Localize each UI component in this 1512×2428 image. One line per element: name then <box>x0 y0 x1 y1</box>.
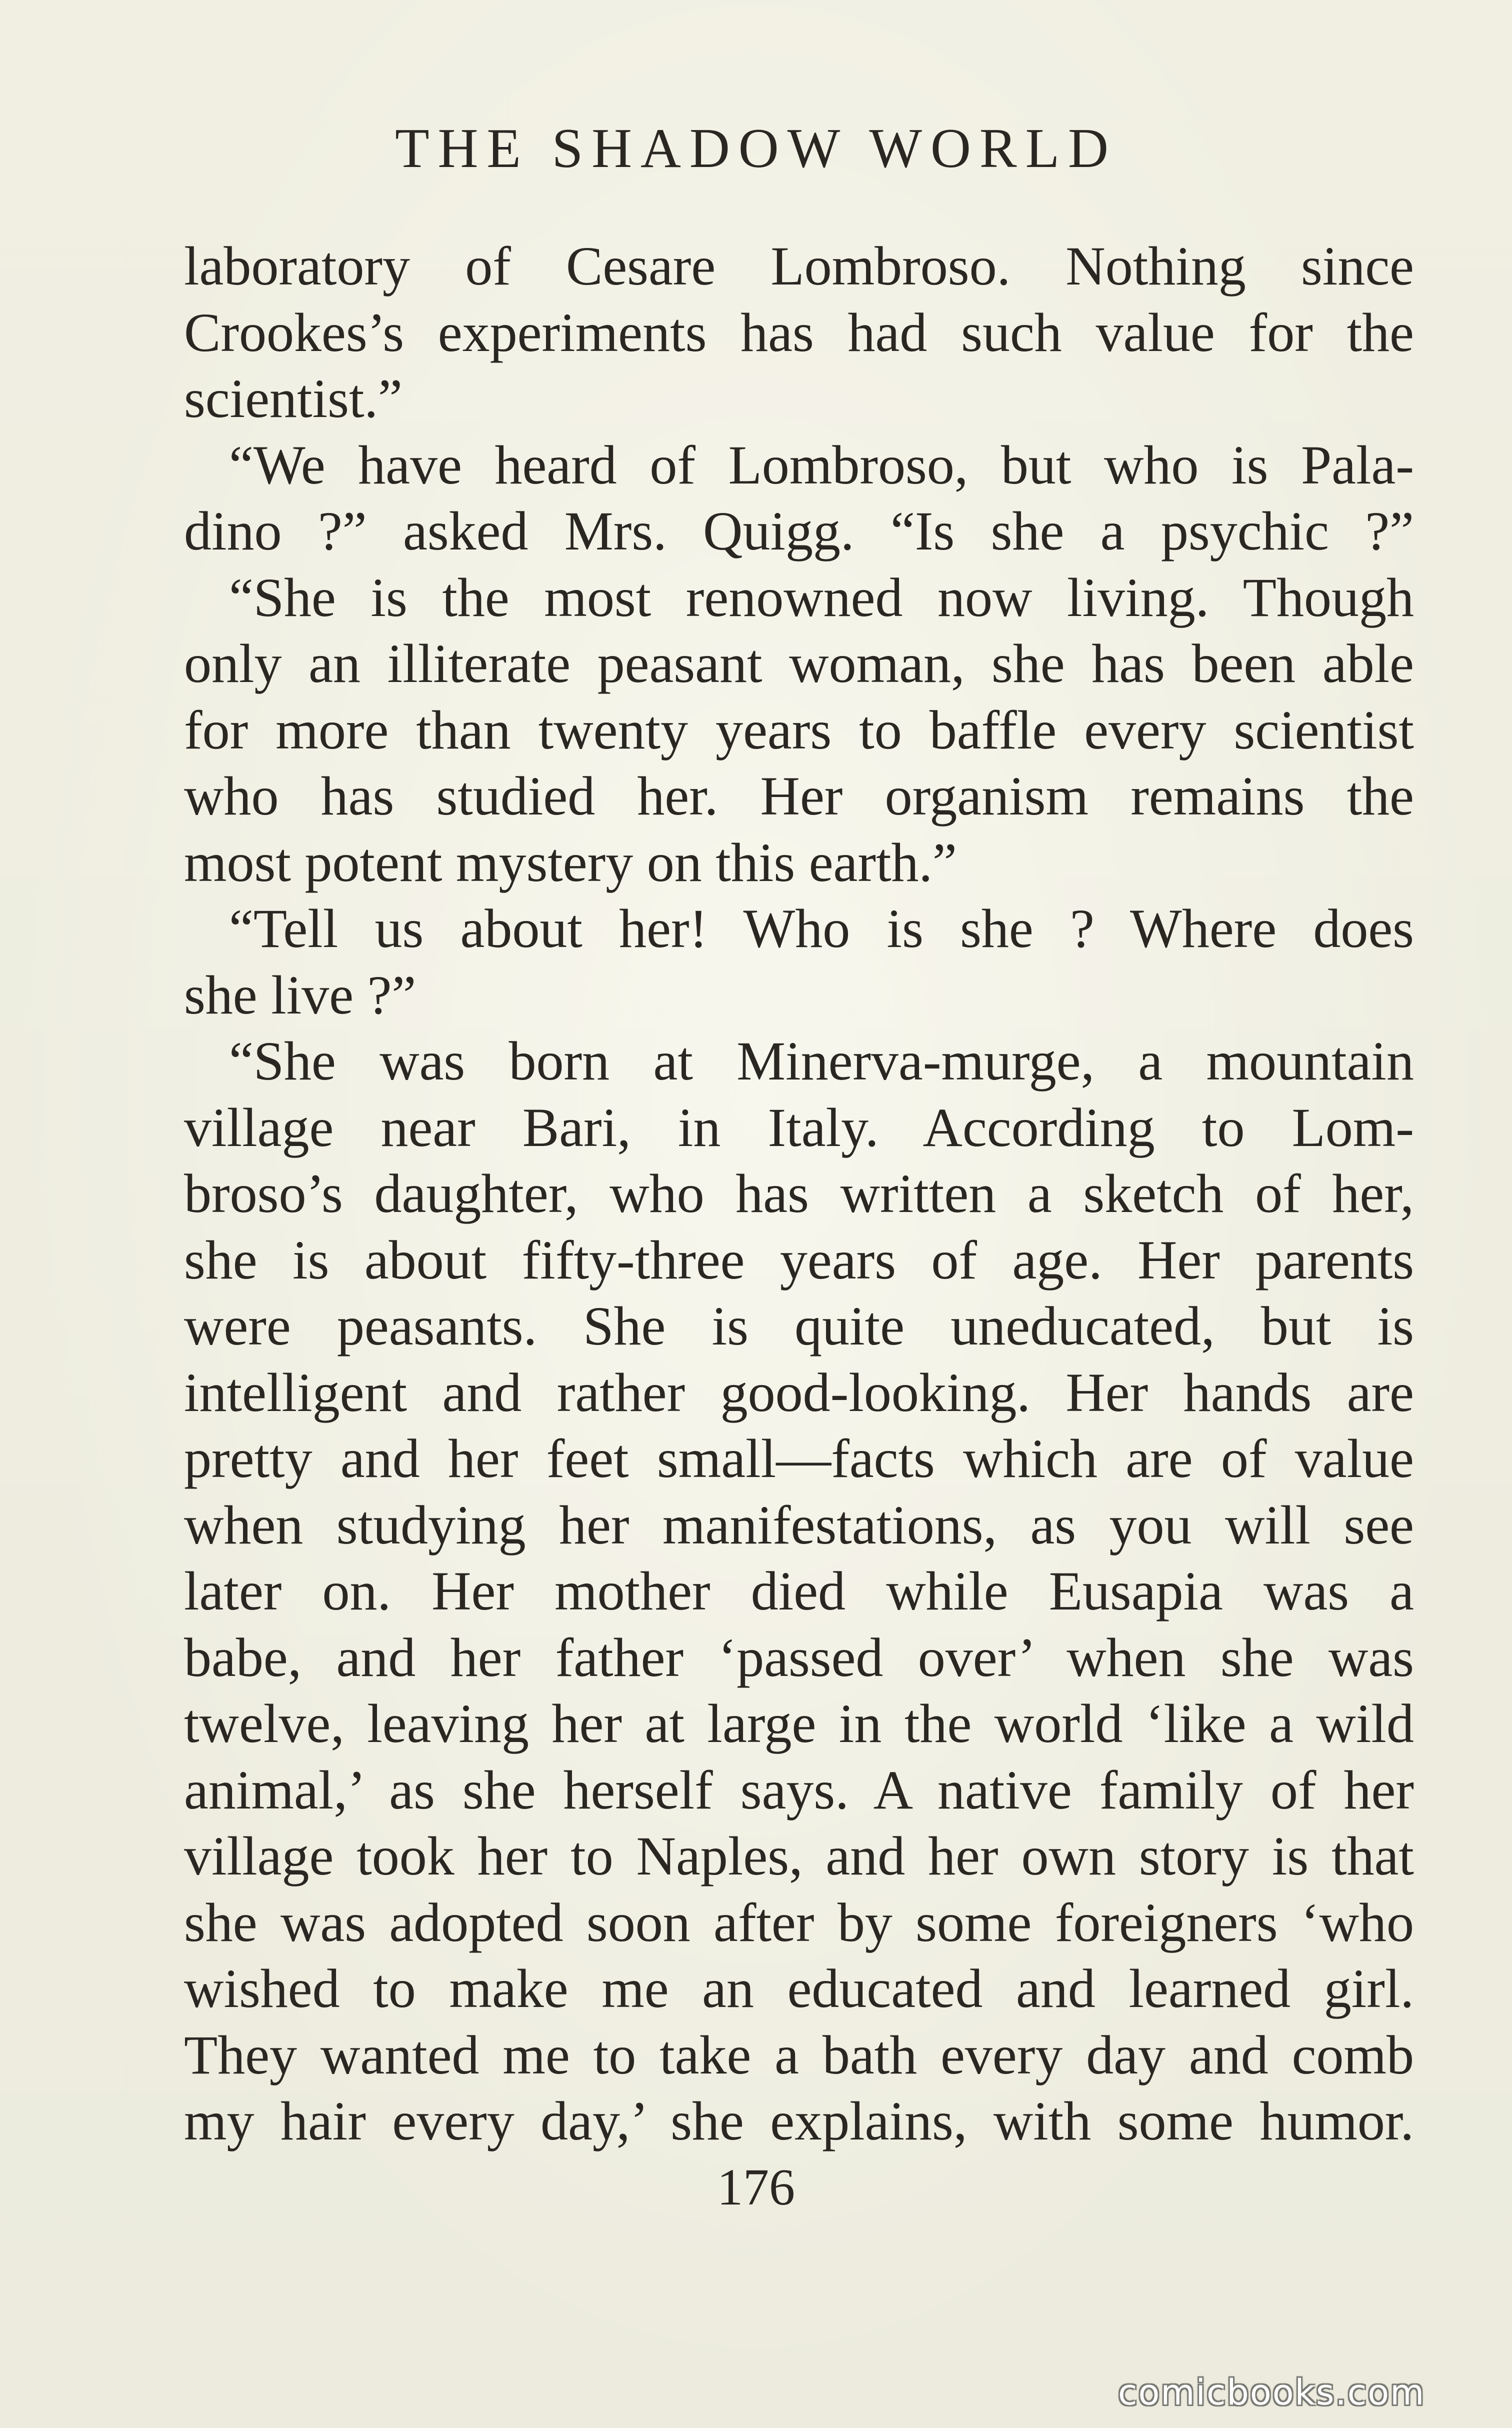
text-line: “Tell us about her! Who is she ? Where does <box>229 898 1414 959</box>
text-line: “We have heard of Lombroso, but who is Pala- <box>229 434 1414 496</box>
text-line: animal,’ as she herself says. A native family of her <box>184 1759 1414 1820</box>
text-line: scientist.” <box>184 368 402 429</box>
text-line: laboratory of Cesare Lombroso. Nothing since <box>184 236 1414 296</box>
text-line: twelve, leaving her at large in the world ‘like a wild <box>184 1693 1414 1754</box>
text-line: “She is the most renowned now living. Though <box>229 566 1414 628</box>
text-line: intelligent and rather good-looking. Her hands are <box>184 1362 1414 1423</box>
text-line: village near Bari, in Italy. According to Lom- <box>184 1096 1414 1158</box>
watermark: comicbooks.com <box>1118 2372 1426 2413</box>
text-line: village took her to Naples, and her own story is that <box>184 1826 1414 1886</box>
text-line: who has studied her. Her organism remains the <box>184 766 1414 826</box>
text-line: were peasants. She is quite uneducated, but is <box>184 1296 1414 1356</box>
text-line: dino ?” asked Mrs. Quigg. “Is she a psychic ?” <box>184 500 1414 562</box>
text-line: pretty and her feet small—facts which are of value <box>184 1428 1414 1489</box>
text-line: Crookes’s experiments has had such value for the <box>184 302 1414 363</box>
text-line: wished to make me an educated and learned girl. <box>184 1958 1414 2019</box>
text-line: babe, and her father ‘passed over’ when she was <box>184 1626 1414 1688</box>
text-line: she is about fifty-three years of age. Her parents <box>184 1229 1414 1290</box>
text-line: broso’s daughter, who has written a sketch of her, <box>184 1163 1414 1224</box>
text-line: “She was born at Minerva-murge, a mountain <box>229 1030 1414 1092</box>
page-number: 176 <box>717 2158 795 2216</box>
text-line: most potent mystery on this earth.” <box>184 832 957 893</box>
text-line: later on. Her mother died while Eusapia was a <box>184 1560 1414 1622</box>
text-line: for more than twenty years to baffle every scientist <box>184 699 1414 760</box>
running-head: THE SHADOW WORLD <box>395 118 1117 180</box>
text-line: my hair every day,’ she explains, with some humor. <box>184 2090 1414 2152</box>
text-line: she was adopted soon after by some foreigners ‘who <box>184 1892 1414 1953</box>
text-line: They wanted me to take a bath every day and comb <box>184 2024 1414 2086</box>
text-line: only an illiterate peasant woman, she has been able <box>184 633 1414 694</box>
body-text <box>184 233 1414 2154</box>
text-line: she live ?” <box>184 964 416 1026</box>
text-line: when studying her manifestations, as you will see <box>184 1494 1414 1556</box>
